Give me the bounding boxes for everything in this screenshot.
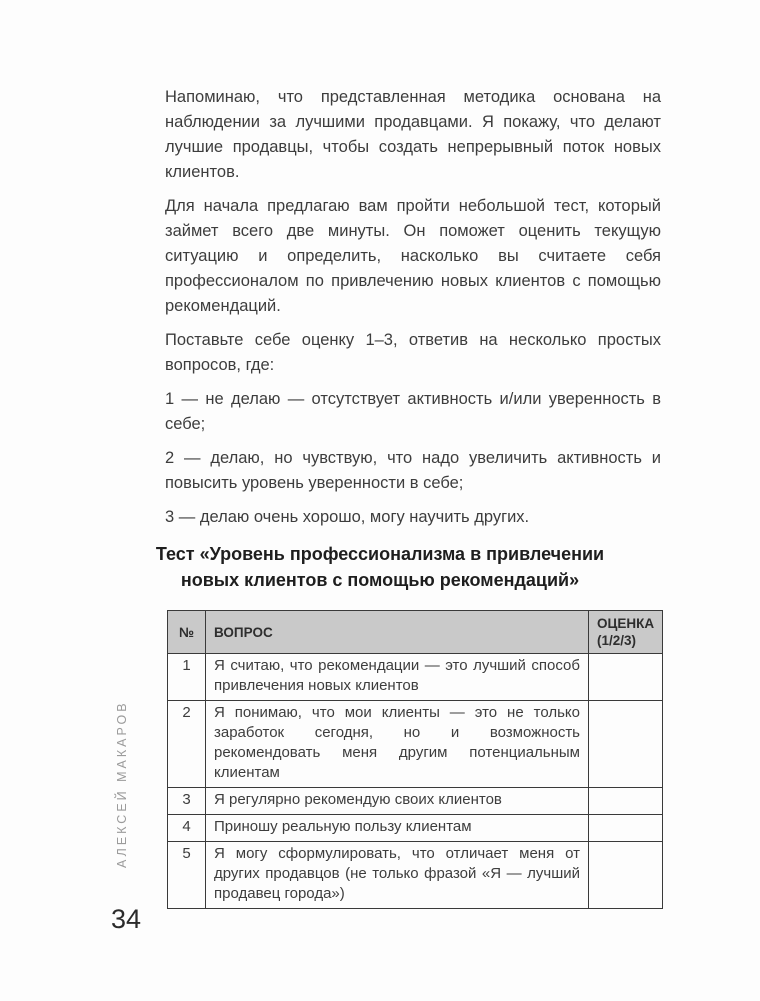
scale-item-3: 3 — делаю очень хорошо, могу научить других. [165,508,530,526]
table-row [168,815,663,842]
header-number: № [168,611,206,654]
row-question: Я регулярно рекомендую своих клиентов [206,788,589,815]
row-question: Я считаю, что рекомендации — это лучший способ привлечения новых клиентов [206,654,589,701]
table-row [168,842,663,909]
test-title-line-1: Тест «Уровень профессионализма в привлечении [155,544,605,564]
test-title [0,541,760,593]
row-number: 2 [168,701,206,788]
row-question: Я понимаю, что мои клиенты — это не только заработок сегодня, но и возможность рекомендовать меня другим потенциальным клиентам [206,701,589,788]
page-number: 34 [111,904,142,934]
row-number: 1 [168,654,206,701]
header-score-line2: (1/2/3) [597,633,637,648]
table-header-row [168,611,663,654]
header-score [589,611,663,654]
row-question: Я могу сформулировать, что отличает меня от других продавцов (не только фразой «Я — лучший продавец города») [206,842,589,909]
test-table [167,610,663,909]
row-score-blank [589,815,663,842]
test-title-line-2: новых клиентов с помощью рекомендаций» [180,570,580,590]
intro-paragraph-2: Для начала предлагаю вам пройти небольшой тест, который займет всего две минуты. Он поможет оценить текущую ситуацию и определить, насколько вы считаете себя профессионалом по привлечению новых клиентов с помощью рекомендаций. [165,197,661,315]
row-score-blank [589,842,663,909]
row-number: 5 [168,842,206,909]
intro-paragraph-3: Поставьте себе оценку 1–3, ответив на несколько простых вопросов, где: [165,331,661,374]
table-row [168,701,663,788]
intro-paragraph-1: Напоминаю, что представленная методика основана на наблюдении за лучшими продавцами. Я покажу, что делают лучшие продавцы, чтобы создать непрерывный поток новых клиентов. [165,88,661,181]
scale-item-1: 1 — не делаю — отсутствует активность и/или уверенность в себе; [165,390,661,433]
scale-item-2: 2 — делаю, но чувствую, что надо увеличить активность и повысить уровень уверенности в себе; [165,449,661,492]
row-number: 3 [168,788,206,815]
body-text-column [165,85,661,539]
row-score-blank [589,788,663,815]
header-score-line1: ОЦЕНКА [597,616,655,631]
table-row [168,788,663,815]
table-row [168,654,663,701]
row-score-blank [589,701,663,788]
author-name-vertical: АЛЕКСЕЙ МАКАРОВ [115,700,129,868]
row-question: Приношу реальную пользу клиентам [206,815,589,842]
row-number: 4 [168,815,206,842]
row-score-blank [589,654,663,701]
header-question: ВОПРОС [206,611,589,654]
